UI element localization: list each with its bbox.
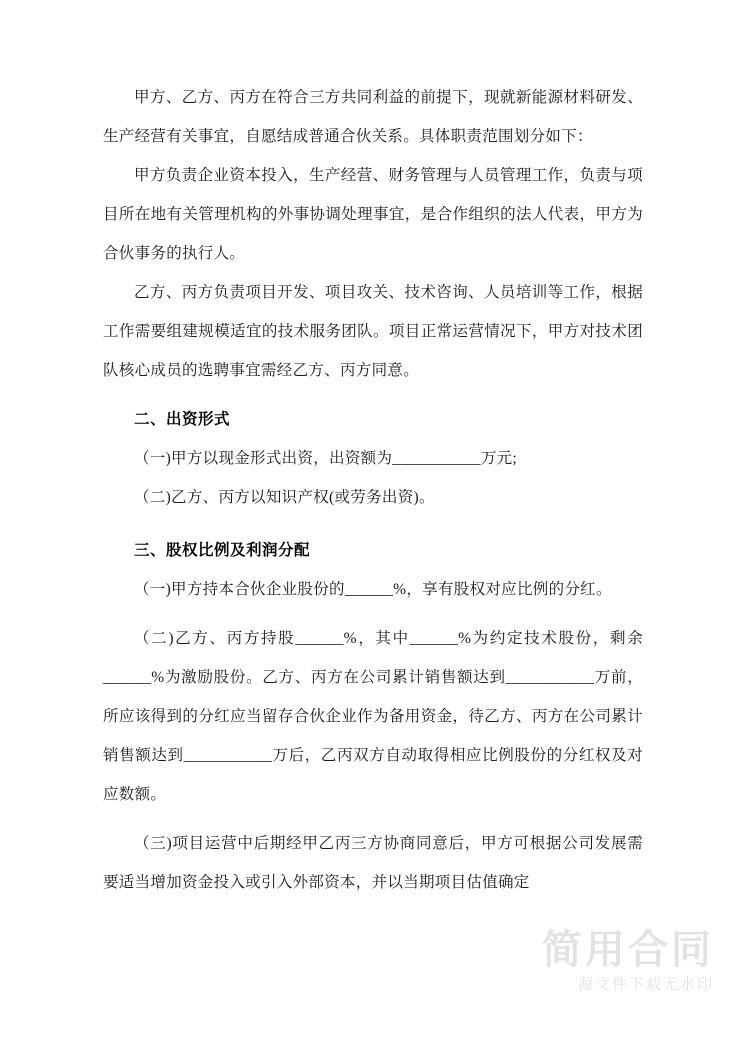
document-body — [103, 78, 643, 902]
paragraph: 甲方负责企业资本投入，生产经营、财务管理与人员管理工作，负责与项目所在地有关管理机构的外事协调处理事宜，是合作组织的法人代表，甲方为合伙事务的执行人。 — [103, 167, 643, 262]
watermark — [542, 927, 714, 997]
spacer — [103, 814, 643, 824]
paragraph: 乙方、丙方负责项目开发、项目攻关、技术咨询、人员培训等工作，根据工作需要组建规模适宜的技术服务团队。项目正常运营情况下，甲方对技术团队核心成员的选聘事宜需经乙方、丙方同意。 — [103, 284, 643, 379]
spacer — [103, 517, 643, 531]
spacer — [103, 390, 643, 400]
paragraph: （一)甲方持本合伙企业股份的______%，享有股权对应比例的分红。 — [134, 581, 612, 598]
section-heading-equity-profit: 三、股权比例及利润分配 — [134, 542, 311, 559]
spacer — [103, 609, 643, 619]
paragraph: （二)乙方、丙方以知识产权(或劳务出资)。 — [134, 489, 435, 506]
watermark-main-text: 简用合同 — [542, 928, 714, 972]
section-heading-capital-form: 二、出资形式 — [134, 411, 231, 428]
paragraph: （一)甲方以现金形式出资，出资额为___________万元; — [134, 450, 518, 467]
paragraph: （三)项目运营中后期经甲乙丙三方协商同意后，甲方可根据公司发展需要适当增加资金投入或引入外部资本，并以当期项目估值确定 — [103, 835, 643, 891]
paragraph: 甲方、乙方、丙方在符合三方共同利益的前提下，现就新能源材料研发、生产经营有关事宜，自愿结成普通合伙关系。具体职责范围划分如下： — [103, 89, 643, 145]
paragraph: （二)乙方、丙方持股______%，其中______%为约定技术股份，剩余______%为激励股份。乙方、丙方在公司累计销售额达到___________万前，所应该得到的分红应当留存合伙企业作为备用资金，待乙方、丙方在公司累计销售额达到___________万后，乙丙双方自动取得相应比例股份的分红权及对应数额。 — [103, 630, 643, 803]
watermark-sub-text: 源文件下载无水印 — [577, 976, 714, 993]
